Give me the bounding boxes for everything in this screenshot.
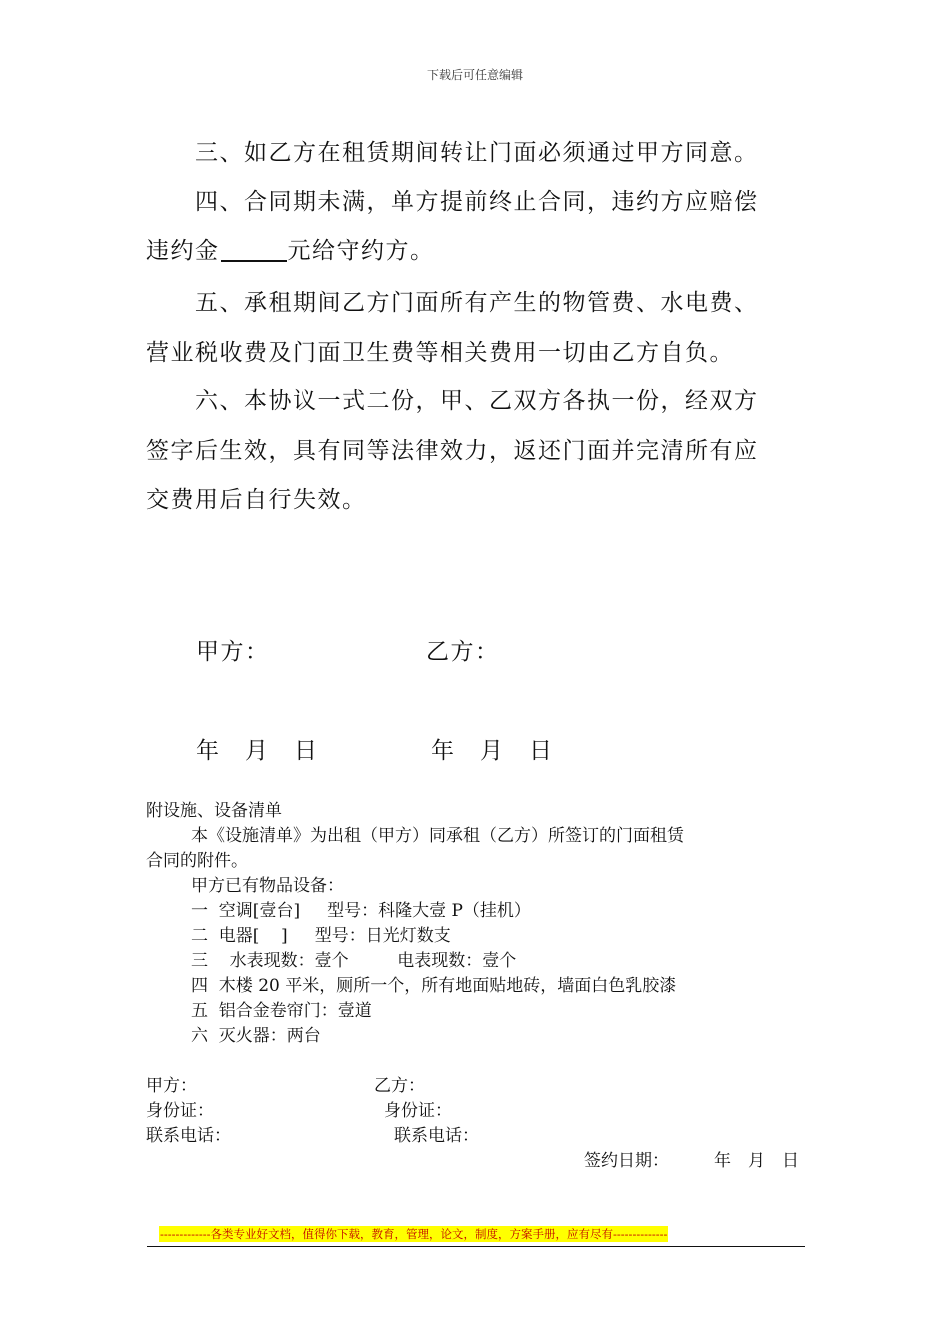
appendix-item: 三 水表现数：壹个 电表现数：壹个 <box>191 951 517 971</box>
clause-6-line-3: 交费用后自行失效。 <box>146 487 367 513</box>
signature-date-a: 年 月 日 <box>196 738 319 764</box>
clause-5-line-2: 营业税收费及门面卫生费等相关费用一切由乙方自负。 <box>146 340 734 366</box>
sign-date-label: 签约日期： <box>584 1151 669 1171</box>
clause-4-line-1: 四、合同期未满，单方提前终止合同，违约方应赔偿 <box>195 189 759 215</box>
appendix-title: 附设施、设备清单 <box>146 801 282 821</box>
signature-party-a: 甲方： <box>196 639 270 665</box>
page-footer <box>147 1226 805 1247</box>
appendix-intro-line-1: 本《设施清单》为出租（甲方）同承租（乙方）所签订的门面租赁 <box>191 826 684 846</box>
appendix-item: 二 电器[ ] 型号：日光灯数支 <box>191 926 451 946</box>
appendix-intro-line-2: 合同的附件。 <box>146 851 248 871</box>
bottom-id-b: 身份证： <box>384 1101 452 1121</box>
bottom-id-a: 身份证： <box>146 1101 214 1121</box>
penalty-label: 违约金 <box>146 238 220 264</box>
appendix-owned-label: 甲方已有物品设备： <box>191 876 344 896</box>
footer-banner: -------------各类专业好文档，值得你下载，教育，管理，论文，制度，方案手册，应有尽有-------------- <box>160 1227 668 1241</box>
bottom-phone-b: 联系电话： <box>394 1126 479 1146</box>
clause-3: 三、如乙方在租赁期间转让门面必须通过甲方同意。 <box>195 140 759 166</box>
bottom-phone-a: 联系电话： <box>146 1126 231 1146</box>
signature-date-b: 年 月 日 <box>431 738 554 764</box>
page-header: 下载后可任意编辑 <box>426 68 523 82</box>
penalty-amount-blank <box>221 240 287 262</box>
appendix-item: 六 灭火器：两台 <box>191 1026 321 1046</box>
bottom-party-b: 乙方： <box>374 1076 425 1096</box>
penalty-suffix: 元给守约方。 <box>287 238 435 264</box>
clause-4-line-2 <box>146 232 435 265</box>
appendix-item: 五 铝合金卷帘门：壹道 <box>191 1001 372 1021</box>
bottom-party-a: 甲方： <box>146 1076 197 1096</box>
clause-6-line-2: 签字后生效，具有同等法律效力，返还门面并完清所有应 <box>146 438 759 464</box>
appendix-item: 一 空调[壹台] 型号：科隆大壹 P（挂机） <box>191 901 531 921</box>
signature-party-b: 乙方： <box>426 639 500 665</box>
appendix-item: 四 木楼 20 平米，厕所一个，所有地面贴地砖，墙面白色乳胶漆 <box>191 976 677 996</box>
clause-5-line-1: 五、承租期间乙方门面所有产生的物管费、水电费、 <box>195 290 759 316</box>
clause-6-line-1: 六、本协议一式二份，甲、乙双方各执一份，经双方 <box>195 388 759 414</box>
sign-date-value: 年 月 日 <box>714 1151 799 1171</box>
